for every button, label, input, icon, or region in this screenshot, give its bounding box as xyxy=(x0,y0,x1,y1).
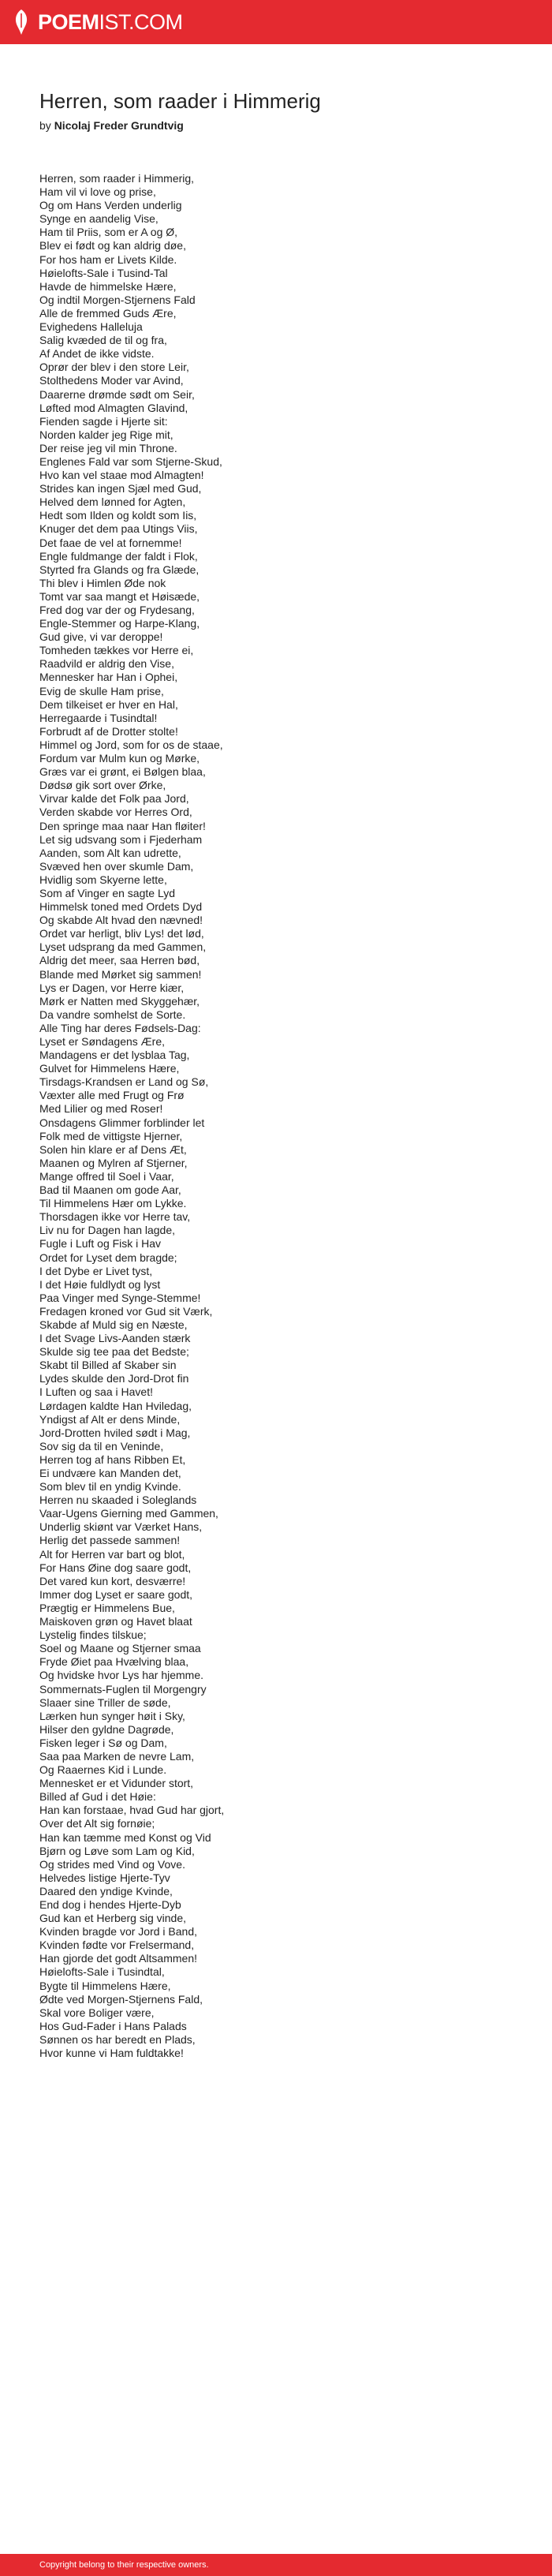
poem-line: Aanden, som Alt kan udrette, xyxy=(39,846,181,859)
poem-line: Skulde sig tee paa det Bedste; xyxy=(39,1345,189,1359)
poem-line: Mange offred til Soel i Vaar, xyxy=(39,1169,174,1183)
poem-line: Fisken leger i Sø og Dam, xyxy=(39,1736,167,1749)
poem-line: Og skabde Alt hvad den nævned! xyxy=(39,914,203,927)
poem-line: Billed af Gud i det Høie: xyxy=(39,1790,156,1804)
poem-line: Alle de fremmed Guds Ære, xyxy=(39,306,177,320)
poem-line: Forbrudt af de Drotter stolte! xyxy=(39,724,178,738)
poem-line: Fienden sagde i Hjerte sit: xyxy=(39,414,168,428)
poem-line: Alle Ting har deres Fødsels-Dag: xyxy=(39,1021,201,1034)
poem-line: Lørdagen kaldte Han Hviledag, xyxy=(39,1399,192,1412)
poem-line: Hilser den gyldne Dagrøde, xyxy=(39,1722,174,1736)
poem-line: Verden skabde vor Herres Ord, xyxy=(39,806,192,819)
poem-line: Gud give, vi var deroppe! xyxy=(39,630,163,644)
poem-line: Jord-Drotten hviled sødt i Mag, xyxy=(39,1426,191,1439)
poem-line: Fugle i Luft og Fisk i Hav xyxy=(39,1237,162,1251)
poem-line: Da vandre somhelst de Sorte. xyxy=(39,1008,186,1021)
author-link[interactable]: Nicolaj Freder Grundtvig xyxy=(54,119,184,132)
poem-line: Slaaer sine Triller de søde, xyxy=(39,1696,171,1709)
poem-line: Skabde af Muld sig en Næste, xyxy=(39,1318,188,1331)
poem-line: I Luften og saa i Havet! xyxy=(39,1385,153,1399)
poem-line: Dødsø gik sort over Ørke, xyxy=(39,779,166,792)
poem-line: Ei undvære kan Manden det, xyxy=(39,1467,181,1479)
poem-line: Saa paa Marken de nevre Lam, xyxy=(39,1749,195,1763)
poem-line: Ham til Priis, som er A og Ø, xyxy=(39,226,178,239)
poem-line: Kvinden bragde vor Jord i Band, xyxy=(39,1925,198,1939)
brand-name: POEMIST.COM xyxy=(38,10,183,34)
poem-line: Maiskoven grøn og Havet blaat xyxy=(39,1615,192,1628)
copyright-notice: Copyright belong to their respective owners. xyxy=(39,2560,209,2570)
poem-line: Styrted fra Glands og fra Glæde, xyxy=(39,563,200,576)
poem-line: Tirsdags-Krandsen er Land og Sø, xyxy=(39,1075,209,1089)
poem-line: Sov sig da til en Veninde, xyxy=(39,1439,164,1453)
poem-line: Af Andet de ikke vidste. xyxy=(39,347,155,361)
poem-line: Og hvidske hvor Lys har hjemme. xyxy=(39,1669,204,1682)
poem-line: Lys er Dagen, vor Herre kiær, xyxy=(39,981,185,994)
poem-line: Og Raaernes Kid i Lunde. xyxy=(39,1763,167,1777)
poem-line: Helvedes listige Hjerte-Tyv xyxy=(39,1871,170,1884)
poem-line: Evighedens Halleluja xyxy=(39,320,143,334)
poem-line: Strides kan ingen Sjæl med Gud, xyxy=(39,482,202,495)
poem-line: Ødte ved Morgen-Stjernens Fald, xyxy=(39,1992,203,2006)
poem-line: Daared den yndige Kvinde, xyxy=(39,1884,173,1897)
poem-line: Lærken hun synger høit i Sky, xyxy=(39,1709,185,1722)
poem-line: Kvinden fødte vor Frelsermand, xyxy=(39,1939,195,1952)
poem-line: Herren nu skaaded i Soleglands xyxy=(39,1494,197,1507)
poem-line: Til Himmelens Hær om Lykke. xyxy=(39,1197,187,1210)
poem-line: Høielofts-Sale i Tusind-Tal xyxy=(39,266,168,279)
poem-line: Herregaarde i Tusindtal! xyxy=(39,711,158,724)
poem-line: Folk med de vittigste Hjerner, xyxy=(39,1129,183,1142)
poem-line: Skabt til Billed af Skaber sin xyxy=(39,1359,177,1372)
poem-line: Han kan tæmme med Konst og Vid xyxy=(39,1830,211,1844)
byline xyxy=(39,118,528,133)
poem-line: Skal vore Boliger være, xyxy=(39,2006,155,2019)
poem-line: Herren tog af hans Ribben Et, xyxy=(39,1453,186,1466)
poem-line: Vaar-Ugens Gierning med Gammen, xyxy=(39,1507,218,1520)
poem-line: Paa Vinger med Synge-Stemme! xyxy=(39,1291,201,1304)
poem-line: Hvidlig som Skyerne lette, xyxy=(39,873,167,886)
poem-line: Svæved hen over skumle Dam, xyxy=(39,859,194,873)
poem-line: Fordum var Mulm kun og Mørke, xyxy=(39,752,200,765)
poem-line: Fredagen kroned vor Gud sit Værk, xyxy=(39,1304,213,1318)
poem-line: Bad til Maanen om gode Aar, xyxy=(39,1183,181,1197)
poem-line: Som blev til en yndig Kvinde. xyxy=(39,1480,181,1494)
poem-line: Sønnen os har beredt en Plads, xyxy=(39,2032,196,2046)
by-prefix: by xyxy=(39,119,51,132)
poem-line: Det vared kun kort, desværre! xyxy=(39,1574,186,1587)
poem-line: Sommernats-Fuglen til Morgengry xyxy=(39,1682,207,1696)
poem-line: Alt for Herren var bart og blot, xyxy=(39,1547,185,1561)
poem-line: Blev ei født og kan aldrig døe, xyxy=(39,239,186,252)
poem-line: Hedt som Ilden og koldt som Iis, xyxy=(39,509,197,522)
poem-line: Havde de himmelske Hære, xyxy=(39,279,177,293)
poem-line: I det Dybe er Livet tyst, xyxy=(39,1264,153,1277)
poem-line: Thi blev i Himlen Øde nok xyxy=(39,576,166,589)
poem-line: Hos Gud-Fader i Hans Palads xyxy=(39,2019,187,2032)
poem-line: Han kan forstaae, hvad Gud har gjort, xyxy=(39,1804,225,1817)
poem-line: Gulvet for Himmelens Hære, xyxy=(39,1062,180,1075)
poem-line: Knuger det dem paa Utings Viis, xyxy=(39,522,198,536)
poem-line: Mandagens er det lysblaa Tag, xyxy=(39,1049,190,1062)
poem-line: Høielofts-Sale i Tusindtal, xyxy=(39,1965,165,1979)
poem-line: Det faae de vel at fornemme! xyxy=(39,536,182,549)
poem-line: Engle-Stemmer og Harpe-Klang, xyxy=(39,617,200,630)
poem-line: Raadvild er aldrig den Vise, xyxy=(39,657,174,671)
poem-line: Englenes Fald var som Stjerne-Skud, xyxy=(39,454,222,468)
poem-line: Fryde Øiet paa Hvælving blaa, xyxy=(39,1655,189,1669)
poem-line: Norden kalder jeg Rige mit, xyxy=(39,428,173,441)
poem-line: Onsdagens Glimmer forblinder let xyxy=(39,1116,205,1129)
poem-line: End dog i hendes Hjerte-Dyb xyxy=(39,1898,181,1911)
poem-line: Han gjorde det godt Altsammen! xyxy=(39,1952,198,1965)
poem-line: Solen hin klare er af Dens Æt, xyxy=(39,1142,187,1156)
poem-line: Yndigst af Alt er dens Minde, xyxy=(39,1412,181,1426)
poem-line: Mennesker har Han i Ophei, xyxy=(39,671,178,684)
poem-line: Og indtil Morgen-Stjernens Fald xyxy=(39,293,196,306)
poem-line: Den springe maa naar Han fløiter! xyxy=(39,819,206,832)
poem-line: Dem tilkeiset er hver en Hal, xyxy=(39,697,178,711)
poem-line: Herlig det passede sammen! xyxy=(39,1534,181,1547)
poem-line: Himmelsk toned med Ordets Dyd xyxy=(39,900,203,914)
poem-line: Lyset er Søndagens Ære, xyxy=(39,1035,166,1048)
poem-line: Thorsdagen ikke vor Herre tav, xyxy=(39,1210,191,1224)
site-header xyxy=(0,0,552,44)
poem-line: Med Lilier og med Roser! xyxy=(39,1102,163,1116)
poem-line: Soel og Maane og Stjerner smaa xyxy=(39,1642,201,1655)
poem-line: Engle fuldmange der faldt i Flok, xyxy=(39,549,198,563)
poem-line: For hos ham er Livets Kilde. xyxy=(39,252,177,266)
poem-line: Lydes skulde den Jord-Drot fin xyxy=(39,1372,189,1385)
poem-title: Herren, som raader i Himmerig xyxy=(39,89,321,113)
poem-line: Bjørn og Løve som Lam og Kid, xyxy=(39,1844,195,1857)
poem-line: Oprør der blev i den store Leir, xyxy=(39,361,189,374)
poem-line: Immer dog Lyset er saare godt, xyxy=(39,1587,193,1601)
poem-line: I det Svage Livs-Aanden stærk xyxy=(39,1332,191,1345)
poem-line: Hvo kan vel staae mod Almagten! xyxy=(39,469,204,482)
poem-line: Underlig skiønt var Værket Hans, xyxy=(39,1520,203,1534)
poem-line: Evig de skulle Ham prise, xyxy=(39,684,164,697)
poem-line: Bygte til Himmelens Hære, xyxy=(39,1979,171,1992)
poem-line: Lystelig findes tilskue; xyxy=(39,1628,147,1642)
poem-line: Væxter alle med Frugt og Frø xyxy=(39,1089,185,1102)
poem-line: Over det Alt sig fornøie; xyxy=(39,1817,155,1830)
poem-body xyxy=(39,172,528,2060)
poem-line: For Hans Øine dog saare godt, xyxy=(39,1561,192,1574)
poem-line: Maanen og Mylren af Stjerner, xyxy=(39,1156,188,1169)
poem-line: Mennesket er et Vidunder stort, xyxy=(39,1777,194,1790)
poem-line: Salig kvæded de til og fra, xyxy=(39,334,167,347)
poem-line: Mørk er Natten med Skyggehær, xyxy=(39,994,200,1008)
poem-line: Daarerne drømde sødt om Seir, xyxy=(39,387,195,401)
poem-line: Løfted mod Almagten Glavind, xyxy=(39,401,188,414)
poem-line: Hvor kunne vi Ham fuldtakke! xyxy=(39,2047,184,2060)
poem-line: Tomheden tækkes vor Herre ei, xyxy=(39,644,194,657)
poem-line: Ordet var herligt, bliv Lys! det lød, xyxy=(39,927,204,940)
poem-line: Ordet for Lyset dem bragde; xyxy=(39,1251,177,1264)
poem-line: Herren, som raader i Himmerig, xyxy=(39,172,195,185)
quill-pen-icon xyxy=(11,9,32,36)
site-logo[interactable] xyxy=(11,8,183,36)
poem-line: Fred dog var der og Frydesang, xyxy=(39,604,195,616)
poem-line: Græs var ei grønt, ei Bølgen blaa, xyxy=(39,765,206,779)
poem-line: Og om Hans Verden underlig xyxy=(39,199,182,212)
poem-line: Ham vil vi love og prise, xyxy=(39,185,156,199)
poem-line: I det Høie fuldlydt og lyst xyxy=(39,1277,161,1291)
poem-line: Der reise jeg vil min Throne. xyxy=(39,441,177,454)
poem-line: Tomt var saa mangt et Høisæde, xyxy=(39,589,200,603)
poem-line: Lyset udsprang da med Gammen, xyxy=(39,940,207,954)
poem-line: Og strides med Vind og Vove. xyxy=(39,1857,185,1871)
poem-line: Helved dem lønned for Agten, xyxy=(39,495,186,509)
poem-line: Himmel og Jord, som for os de staae, xyxy=(39,738,223,751)
poem-line: Virvar kalde det Folk paa Jord, xyxy=(39,792,189,806)
poem-line: Prægtig er Himmelens Bue, xyxy=(39,1601,175,1614)
poem-line: Aldrig det meer, saa Herren bød, xyxy=(39,954,200,967)
poem-line: Let sig udsvang som i Fjederham xyxy=(39,832,203,846)
poem-line: Blande med Mørket sig sammen! xyxy=(39,967,202,981)
poem-line: Som af Vinger en sagte Lyd xyxy=(39,886,175,899)
poem-line: Liv nu for Dagen han lagde, xyxy=(39,1224,176,1237)
poem-header xyxy=(39,88,528,133)
poem-line: Synge en aandelig Vise, xyxy=(39,212,159,226)
poem-line: Stolthedens Moder var Avind, xyxy=(39,374,184,387)
poem-line: Gud kan et Herberg sig vinde, xyxy=(39,1912,186,1925)
site-footer xyxy=(0,2554,552,2576)
